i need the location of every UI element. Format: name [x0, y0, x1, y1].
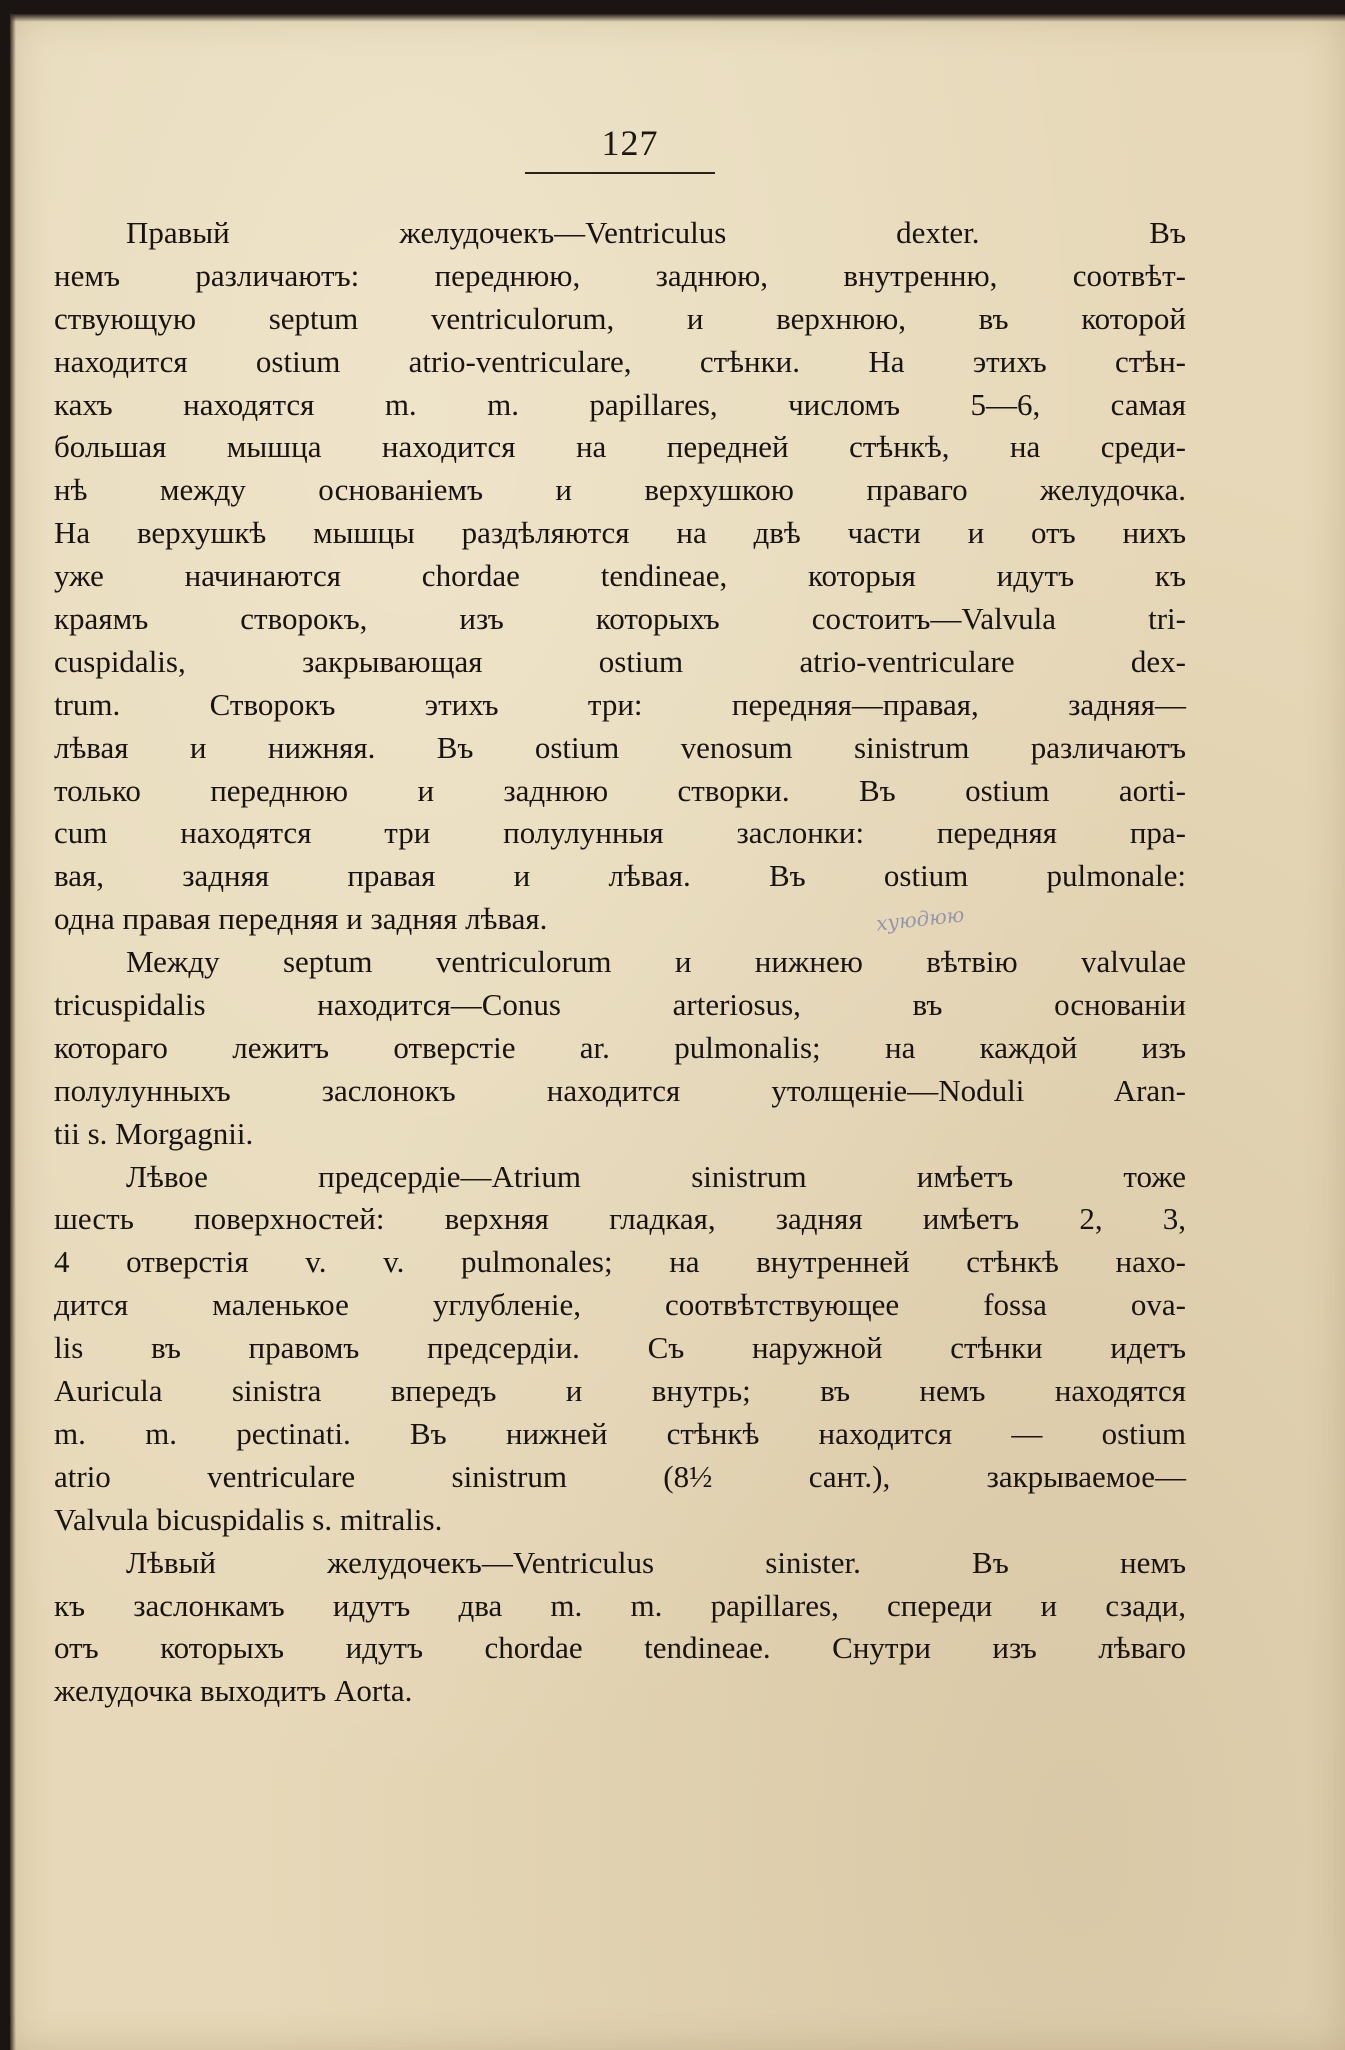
text-line: уже начинаются chordae tendineae, которыя идутъ къ [54, 558, 1186, 594]
text-line: кахъ находятся m. m. papillares, числомъ 5—6, самая [54, 386, 1186, 422]
text-line: ствующую septum ventriculorum, и верхнюю, въ которой [54, 300, 1186, 336]
text-line: Лѣвое предсердіе—Atrium sinistrum имѣетъ тоже [126, 1158, 1186, 1194]
text-line: желудочка выходитъ Aorta. [54, 1673, 413, 1709]
body-text [54, 212, 1186, 1713]
text-line: tricuspidalis находится—Conus arteriosus, въ основаніи [54, 987, 1186, 1023]
text-line: большая мышца находится на передней стѣнкѣ, на среди- [54, 429, 1186, 465]
page-number: 127 [601, 123, 659, 163]
handwritten-margin-note: хуюдюю [874, 902, 966, 936]
text-line: Лѣвый желудочекъ—Ventriculus sinister. Въ немъ [126, 1544, 1186, 1580]
text-line: немъ различаютъ: переднюю, заднюю, внутренню, соотвѣт- [54, 257, 1186, 293]
text-line: cuspidalis, закрывающая ostium atrio-ventriculare dex- [54, 643, 1186, 679]
text-line: только переднюю и заднюю створки. Въ ostium aorti- [54, 772, 1186, 808]
text-line: lis въ правомъ предсердіи. Съ наружной стѣнки идетъ [54, 1330, 1186, 1366]
text-line: На верхушкѣ мышцы раздѣляются на двѣ части и отъ нихъ [54, 515, 1186, 551]
text-line: Правый желудочекъ—Ventriculus dexter. Въ [126, 215, 1186, 250]
text-line: находится ostium atrio-ventriculare, стѣнки. На этихъ стѣн- [54, 343, 1186, 379]
book-page [10, 14, 1345, 2050]
text-line: лѣвая и нижняя. Въ ostium venosum sinistrum различаютъ [54, 729, 1186, 765]
text-line: atrio ventriculare sinistrum (8½ сант.), закрываемое— [54, 1458, 1186, 1494]
text-line: дится маленькое углубленіе, соотвѣтствующее fossa ova- [54, 1287, 1186, 1323]
text-line: Auricula sinistra впередъ и внутрь; въ немъ находятся [54, 1373, 1186, 1409]
text-line: отъ которыхъ идутъ chordae tendineae. Снутри изъ лѣваго [54, 1630, 1186, 1666]
page-binding-shadow [10, 14, 16, 2050]
text-line: одна правая передняя и задняя лѣвая. [54, 901, 548, 937]
text-line: шесть поверхностей: верхняя гладкая, задняя имѣетъ 2, 3, [54, 1201, 1186, 1237]
text-line: Valvula bicuspidalis s. mitralis. [54, 1501, 443, 1537]
text-line: котораго лежитъ отверстіе ar. pulmonalis; на каждой изъ [54, 1029, 1186, 1065]
text-line: m. m. pectinati. Въ нижней стѣнкѣ находится — ostium [54, 1415, 1186, 1451]
text-line: 4 отверстія v. v. pulmonales; на внутренней стѣнкѣ нахо- [54, 1244, 1186, 1280]
text-line: къ заслонкамъ идутъ два m. m. papillares, спереди и сзади, [54, 1587, 1186, 1623]
text-line: cum находятся три полулунныя заслонки: передняя пра- [54, 815, 1186, 851]
text-line: полулунныхъ заслонокъ находится утолщеніе—Noduli Aran- [54, 1072, 1186, 1108]
text-line: нѣ между основаніемъ и верхушкою праваго желудочка. [54, 472, 1186, 508]
text-line: Между septum ventriculorum и нижнею вѣтвію valvulae [126, 944, 1186, 980]
text-line: краямъ створокъ, изъ которыхъ состоитъ—Valvula tri- [54, 601, 1186, 637]
text-line: вая, задняя правая и лѣвая. Въ ostium pulmonale: [54, 858, 1186, 894]
text-line: tii s. Morgagnii. [54, 1115, 254, 1151]
text-line: trum. Створокъ этихъ три: передняя—правая, задняя— [54, 686, 1186, 722]
header-rule [525, 172, 715, 174]
page-top-shadow [10, 14, 1345, 22]
